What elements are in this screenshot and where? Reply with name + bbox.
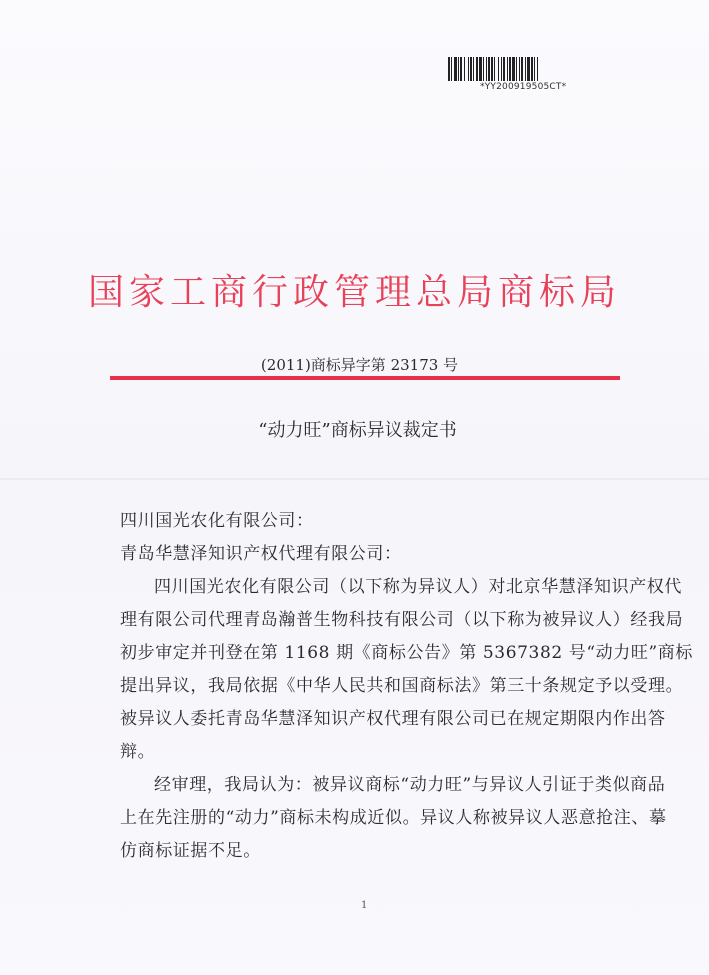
barcode-text: *YY200919505CT* <box>480 82 567 92</box>
document-title: “动力旺”商标异议裁定书 <box>258 420 457 441</box>
fold-line <box>0 478 709 480</box>
paragraph-line: 辩。 <box>120 742 156 762</box>
paragraph-line: 经审理，我局认为：被异议商标“动力旺”与异议人引证于类似商品 <box>154 775 666 795</box>
reference-number: (2011)商标异字第 23173 号 <box>260 356 459 374</box>
paragraph-line: 被异议人委托青岛华慧泽知识产权代理有限公司已在规定期限内作出答 <box>120 709 666 729</box>
paragraph-line: 提出异议，我局依据《中华人民共和国商标法》第三十条规定予以受理。 <box>120 676 684 696</box>
paragraph-line: 仿商标证据不足。 <box>120 841 261 861</box>
agency-title: 国家工商行政管理总局商标局 <box>87 272 621 313</box>
recipient: 四川国光农化有限公司： <box>120 511 314 531</box>
recipient: 青岛华慧泽知识产权代理有限公司： <box>120 544 402 564</box>
barcode <box>448 57 598 81</box>
page-number: 1 <box>361 900 368 911</box>
paragraph-line: 理有限公司代理青岛瀚普生物科技有限公司（以下称为被异议人）经我局 <box>120 610 684 630</box>
red-divider <box>110 376 620 380</box>
barcode-bar <box>538 57 539 81</box>
paragraph-line: 初步审定并刊登在第 1168 期《商标公告》第 5367382 号“动力旺”商标 <box>120 643 693 663</box>
paragraph-line: 上在先注册的“动力”商标未构成近似。异议人称被异议人恶意抢注、摹 <box>120 808 667 828</box>
paragraph-line: 四川国光农化有限公司（以下称为异议人）对北京华慧泽知识产权代 <box>154 577 682 597</box>
